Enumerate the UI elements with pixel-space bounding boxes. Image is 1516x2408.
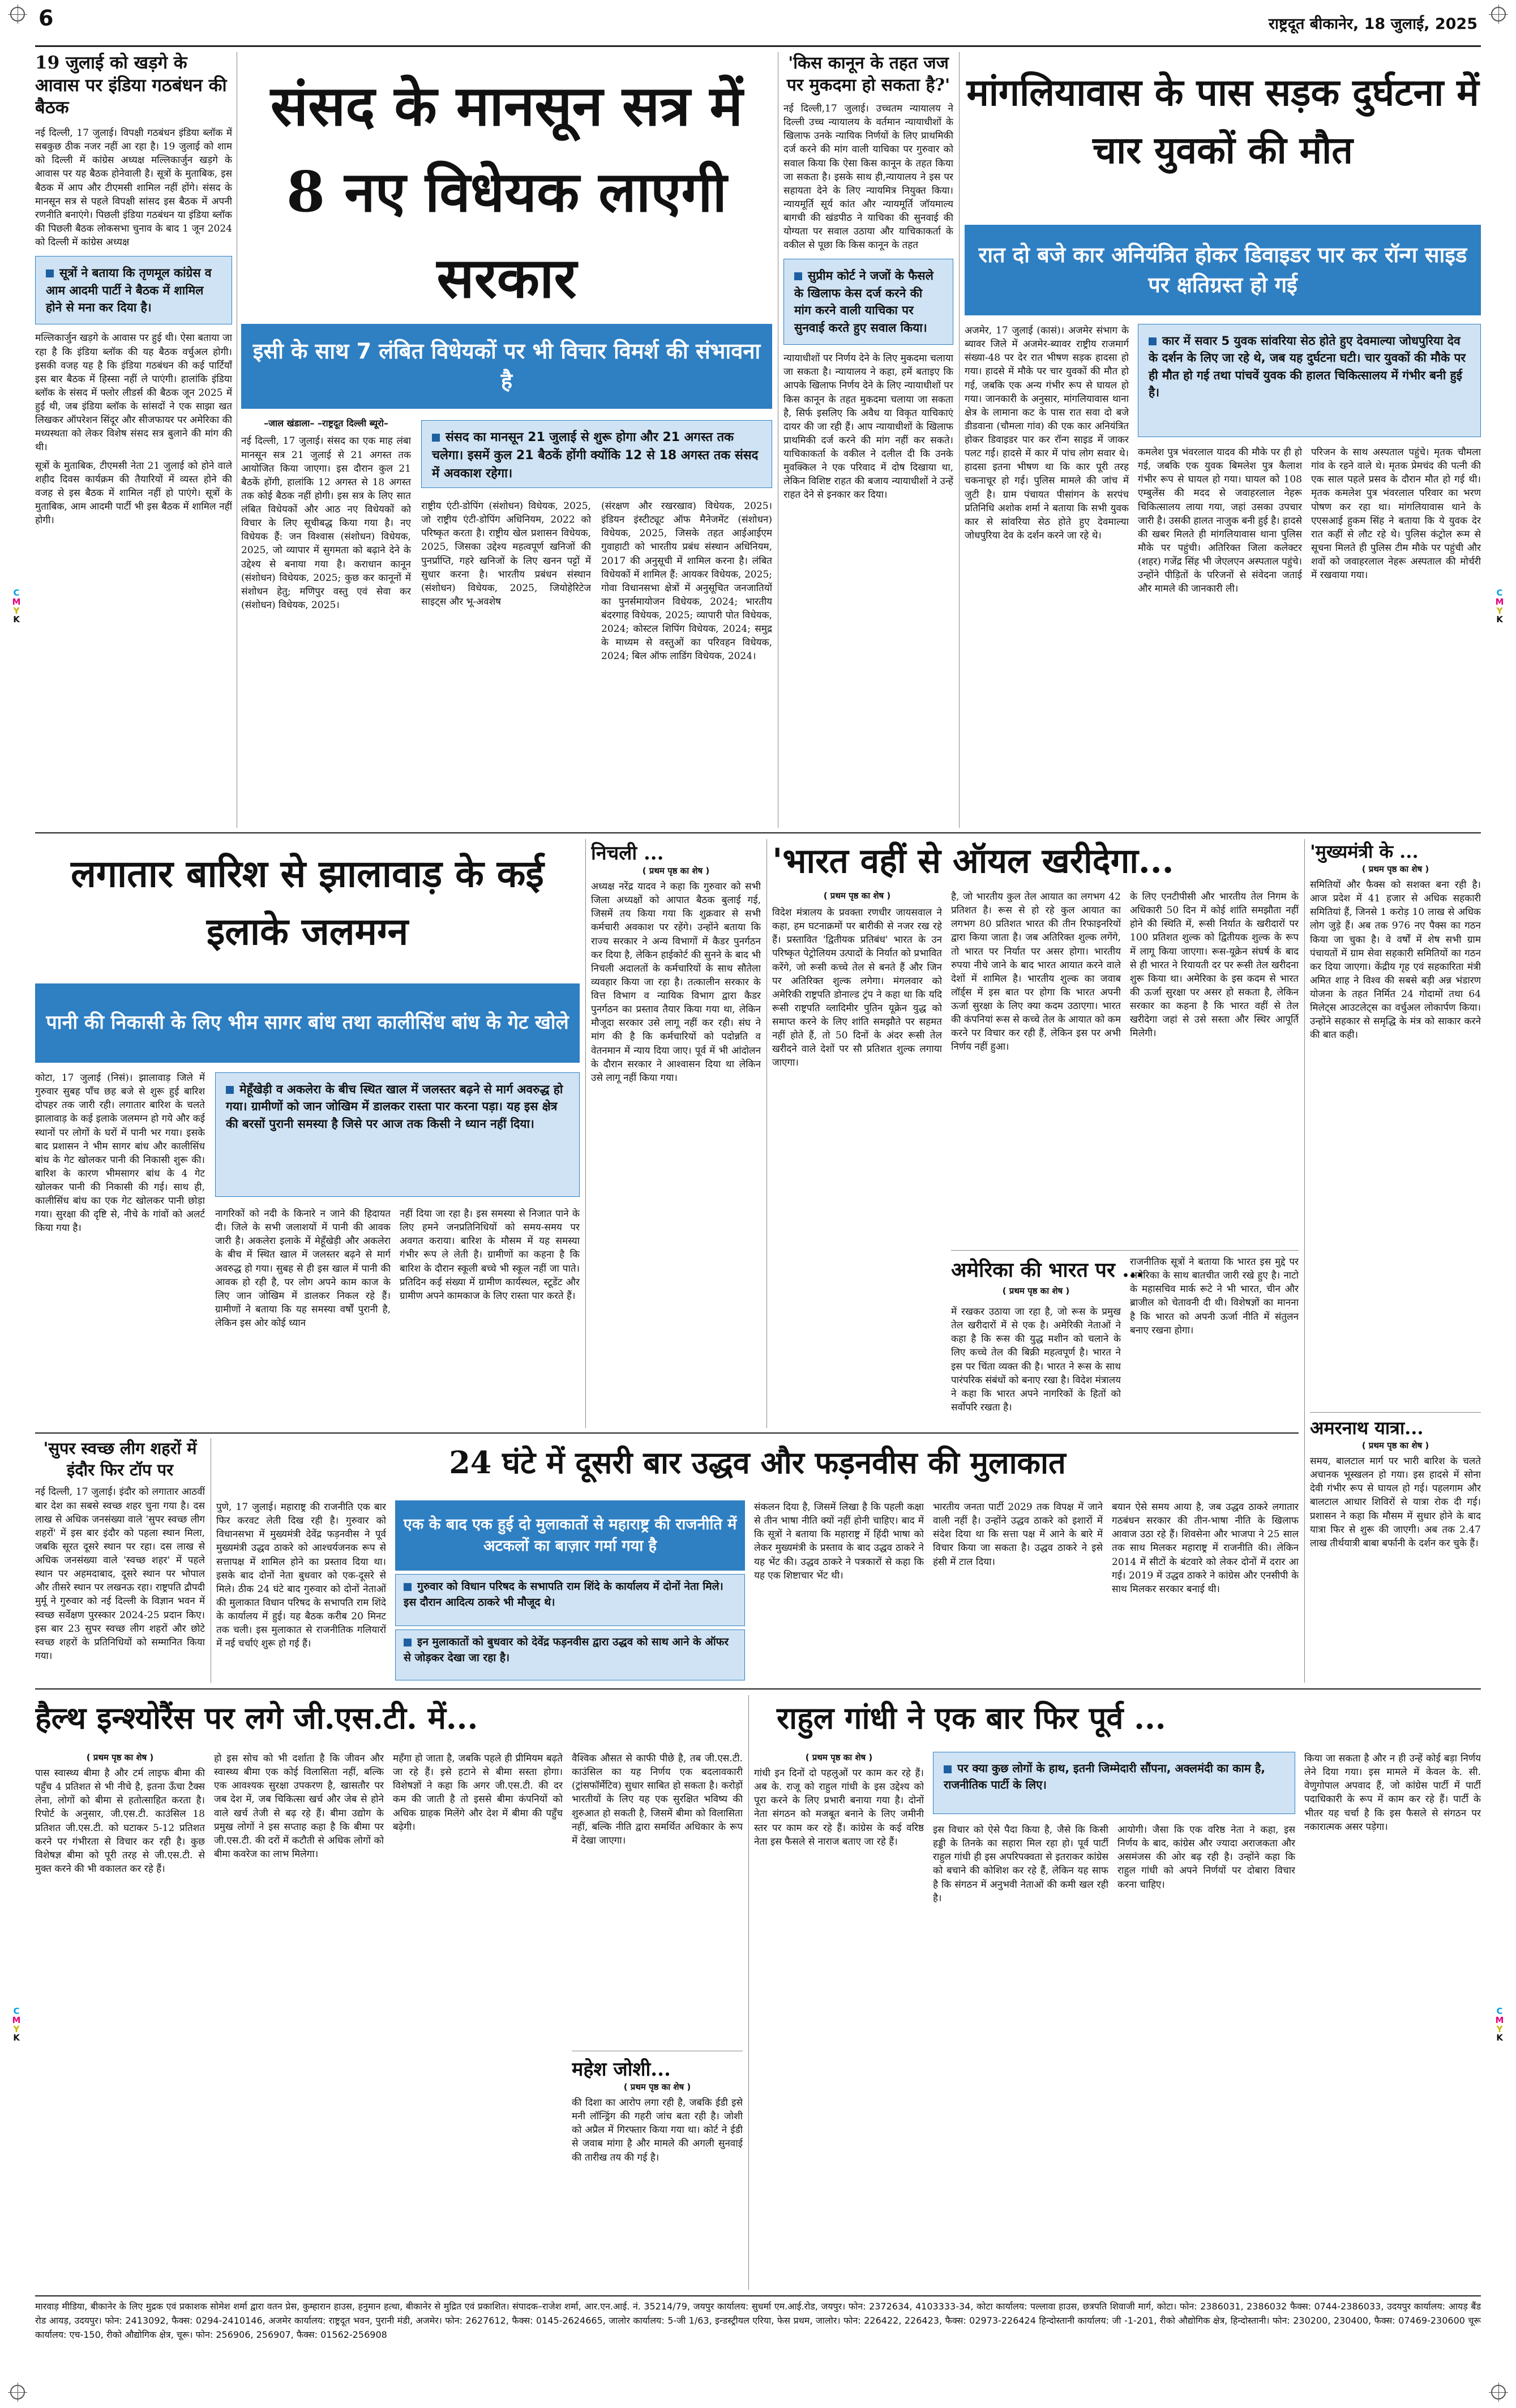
story-highlight: सुप्रीम कोर्ट ने जजों के फैसले के खिलाफ केस दर्ज करने की मांग करने वाली याचिका पर सुनवाई करते हुए सवाल किया। [783,259,953,345]
story-headline: निचली ... [591,842,664,865]
story-subhead: रात दो बजे कार अनियंत्रित होकर डिवाइडर पार कर रॉन्ग साइड पर क्षतिग्रस्त हो गई [965,225,1481,315]
story-body: नई दिल्ली, 17 जुलाई। इंदौर को लगातार आठवीं बार देश का सबसे स्वच्छ शहर चुना गया है। दस लाख से अधिक जनसंख्या वाले 'सुपर स्वच्छ लीग शहरों' में इस बार इंदौर को पहला स्थान मिला, जबकि सूरत दूसरे स्थान पर रहा। दस लाख से अधिक जनसंख्या वाले 'स्वच्छ शहर' में पहले स्थान पर अहमदाबाद, दूसरे स्थान पर भोपाल और तीसरे स्थान पर लखनऊ रहा। राष्ट्रपति द्रौपदी मुर्मू ने गुरुवार को नई दिल्ली के विज्ञान भवन में स्वच्छ सर्वेक्षण पुरस्कार 2024-25 प्रदान किए। इस बार 23 सुपर स्वच्छ लीग शहरों और छोटे स्वच्छ शहरों के प्रतिनिधियों को सम्मानित किया गया। [35,1486,205,1662]
story-subhead: पानी की निकासी के लिए भीम सागर बांध तथा कालीसिंध बांध के गेट खोले [35,983,580,1063]
story-america [951,1255,1299,1428]
story-headline: अमेरिका की भारत पर ... [951,1258,1144,1282]
continuation-label: ( प्रथम पृष्ठ का शेष ) [1361,1440,1429,1451]
story-body: समितियों और फैक्स को सशक्त बना रही है। आज प्रदेश में 41 हजार से अधिक सहकारी समितियां हैं, जिनसे 1 करोड़ 10 लाख से अधिक लोग जुड़े हैं। अब तक 976 नए पैक्स का गठन किया जा चुका है। वे वर्षों में शेष सभी ग्राम पंचायतों में ग्राम सेवा सहकारी समितियों का गठन कर दिया जाएगा। केंद्रीय गृह एवं सहकारिता मंत्री अमित शाह ने विश्व की सबसे बड़ी अन्न भंडारण योजना के तहत निर्मित 24 गोदामों तथा 64 मिलेट्स आउटलेट्स का वर्चुअल लोकार्पण किया। उन्होंने सहकार से समृद्धि के मंत्र को साकार करने की बात कही। [1310,879,1481,1041]
continuation-label: ( प्रथम पृष्ठ का शेष ) [623,2082,691,2092]
story-body: अजमेर, 17 जुलाई (कासं)। अजमेर संभाग के ब्यावर जिले में अजमेर-ब्यावर राष्ट्रीय राजमार्ग संख्या-48 पर देर रात भीषण सड़क हादसा हो गया। हादसे में मौके पर चार युवकों की मौत हो गई, जबकि एक अन्य गंभीर रूप से घायल हो गया। जानकारी के अनुसार, मांगलियावास थाना क्षेत्र के लामाना कट के पास रात सवा दो बजे डीडवाना (चौमला गांव) की एक कार अनियंत्रित होकर डिवाइडर पार कर रॉन्ग साइड में जाकर पलट गई। हादसे में कार में पांच लोग सवार थे। हादसा इतना भीषण था कि कार पूरी तरह चकनाचूर हो गई। पुलिस मामले की जांच में जुटी है। ग्राम पंचायत पीसांगन के सरपंच प्रतिनिधि अशोक शर्मा ने बताया कि सभी युवक कार से सांवरिया सेठ होते हुए देवमाल्या जोधपुरिया देव के दर्शन करने जा रहे थे। [965,325,1129,541]
story-body: राजनीतिक सूत्रों ने बताया कि भारत इस मुद्दे पर अमेरिका के साथ बातचीत जारी रखे हुए है। नाटो के महासचिव मार्क रूटे ने भी भारत, चीन और ब्राजील को चेतावनी दी थी। विशेषज्ञों का मानना है कि भारत को अपनी ऊर्जा नीति में संतुलन बनाए रखना होगा। [1130,1256,1299,1336]
bullet-square-icon [404,1639,412,1646]
story-subhead: एक के बाद एक हुई दो मुलाकातों से महाराष्ट्र की राजनीति में अटकलों का बाज़ार गर्मा गया है [395,1500,745,1571]
section-rule [35,832,1481,833]
story-column [241,417,411,825]
story-highlight: कार में सवार 5 युवक सांवरिया सेठ होते हुए देवमाल्या जोधपुरिया देव के दर्शन के लिए जा रहे थे, जब यह दुर्घटना घटी। चार युवकों की मौके पर ही मौत हो गई तथा पांचवें युवक की हालत चिकित्सालय में गंभीर बनी हुई है। [1138,324,1481,437]
column-rule [959,52,960,828]
story-body: आयोगी। जैसा कि एक वरिष्ठ नेता ने कहा, इस निर्णय के बाद, कांग्रेस और ज्यादा अराजकता और असमंजस की ओर बढ़ रही है। उन्होंने कहा कि राहुल गांधी को अपने निर्णयों पर दोबारा विचार करना चाहिए। [1117,1824,1295,1891]
story-headline: हैल्थ इन्श्योरैंस पर लगे जी.एस.टी. में... [35,1700,478,1736]
continuation-label: ( प्रथम पृष्ठ का शेष ) [823,891,891,901]
registration-mark [1491,7,1506,22]
story-highlight: गुरुवार को विधान परिषद के सभापति राम शिंदे के कार्यालय में दोनों नेता मिले। इस दौरान आदित्य ठाकरे भी मौजूद थे। [395,1574,745,1626]
story-highlight: मेहूँखेड़ी व अकलेरा के बीच स्थित खाल में जलस्तर बढ़ने से मार्ग अवरुद्ध हो गया। ग्रामीणों को जान जोखिम में डालकर रास्ता पार करना पड़ा। यह इस क्षेत्र की बरसों पुरानी समस्या है जिसे पर आज तक किसी ने ध्यान नहीं दिया। [215,1072,580,1197]
story-body: विदेश मंत्रालय के प्रवक्ता रणधीर जायसवाल ने कहा, हम घटनाक्रमों पर बारीकी से नजर रख रहे हैं। प्रस्तावित 'द्वितीयक प्रतिबंध' भारत के उन परिष्कृत पेट्रोलियम उत्पादों के निर्यात को प्रभावित करेंगे, जो रूसी कच्चे तेल से बनते हैं और जिन पर अतिरिक्त शुल्क लगेगा। मंगलवार को अमेरिकी राष्ट्रपति डोनाल्ड ट्रंप ने कहा था कि यदि रूसी राष्ट्रपति व्लादिमीर पुतिन यूक्रेन युद्ध को समाप्त करने के लिए शांति समझौते पर सहमत नहीं होते हैं, तो 50 दिनों के अंदर रूसी तेल खरीदने वाले देशों पर सौ प्रतिशत शुल्क लगाया जाएगा। [772,907,942,1069]
column-rule [1304,839,1305,1683]
story-body: राष्ट्रीय एंटी-डोपिंग (संशोधन) विधेयक, 2025, जो राष्ट्रीय एंटी-डोपिंग अधिनियम, 2022 को परिष्कृत करता है। राष्ट्रीय खेल प्रशासन विधेयक, 2025, जिसका उद्देश्य महत्वपूर्ण खनिजों की पुनर्प्राप्ति, गहरे खनिजों के लिए खनन पट्टों में सुधार करना है। भारतीय प्रबंधन संस्थान (संशोधन) विधेयक, 2025, जियोहेरिटेज साइट्स और भू-अवशेष [421,501,591,608]
bullet-square-icon [46,270,54,277]
story-agency: –जाल खंडाला– –राष्ट्रदूत दिल्ली ब्यूरो– [264,418,388,429]
story-mukhyamantri [1310,839,1481,1405]
story-body: बयान ऐसे समय आया है, जब उद्धव ठाकरे लगातार गठबंधन सरकार की तीन-भाषा नीति के खिलाफ आवाज उठा रहे हैं। शिवसेना और भाजपा ने 25 साल तक साथ मिलकर महाराष्ट्र में राजनीति की। लेकिन 2014 में सीटों के बंटवारे को लेकर दोनों में दरार आ गई। 2019 में उद्धव ठाकरे ने कांग्रेस और एनसीपी के साथ मिलकर सरकार बनाई थी। [1112,1502,1299,1595]
story-body: वैश्विक औसत से काफी पीछे है, तब जी.एस.टी. काउंसिल का यह निर्णय एक बदलावकारी (ट्रांसफॉर्मेटिव) सुधार साबित हो सकता है। करोड़ों भारतीयों के लिए यह एक सुरक्षित भविष्य की शुरुआत हो सकती है, जिसमें बीमा को विलासिता नहीं, बल्कि नीति द्वारा समर्थित अधिकार के रूप में देखा जाएगा। [572,1753,743,1846]
story-body: समय, बालटाल मार्ग पर भारी बारिश के चलते अचानक भूस्खलन हो गया। इस हादसे में सोना देवी गंभीर रूप से घायल हो गई। पहलगाम और बालटाल आधार शिविरों से यात्रा रोक दी गई। प्रशासन ने कहा कि मौसम में सुधार होने के बाद यात्रा फिर से शुरू की जाएगी। अब तक 2.47 लाख तीर्थयात्री बाबा बर्फानी के दर्शन कर चुके हैं। [1310,1456,1481,1549]
story-headline: 19 जुलाई को खड़गे के आवास पर इंडिया गठबंधन की बैठक [35,53,227,118]
story-highlight: इन मुलाकातों को बुधवार को देवेंद्र फड़नवीस द्वारा उद्धव को साथ आने के ऑफर से जोड़कर देखा जा रहा है। [395,1629,745,1680]
story-body: सूत्रों के मुताबिक, टीएमसी नेता 21 जुलाई को होने वाले शहीद दिवस कार्यक्रम की तैयारियों में व्यस्त होने की वजह से इस बैठक में शामिल नहीं हो पाएंगे। सूत्रों के मुताबिक, आम आदमी पार्टी भी इस बैठक में शामिल नहीं होगी। [35,460,232,527]
page-number: 6 [38,6,54,31]
story-judge-case [783,52,953,828]
story-uddhav-fadnavis [216,1438,1299,1683]
story-headline: 'किस कानून के तहत जज पर मुकदमा हो सकता है?' [786,53,950,95]
bullet-square-icon [794,272,802,280]
story-body: किया जा सकता है और न ही उन्हें कोई बड़ा निर्णय लेने दिया गया। इस मामले में केवल के. सी. वेणुगोपाल अपवाद हैं, जो कांग्रेस पार्टी में पार्टी पदाधिकारी के रूप में काम कर रहे हैं। पार्टी के भीतर यह चर्चा है कि इस फैसले से संगठन पर नकारात्मक असर पड़ेगा। [1304,1753,1481,1833]
story-body: संकलन दिया है, जिसमें लिखा है कि पहली कक्षा से तीन भाषा नीति क्यों नहीं होनी चाहिए। बाद में कि सूत्रों ने बताया कि महाराष्ट्र में हिंदी भाषा को लेकर मुख्यमंत्री के प्रस्ताव के बाद उद्धव ठाकरे ने यह भेंट की। उद्धव ठाकरे ने पत्रकारों से कहा कि यह एक शिष्टाचार भेंट थी। [754,1502,924,1581]
story-headline: अमरनाथ यात्रा... [1310,1417,1424,1439]
story-rule [1310,1412,1481,1413]
story-headline: 24 घंटे में दूसरी बार उद्धव और फड़नवीस की मुलाकात [449,1444,1066,1481]
registration-mark [1491,2385,1506,2400]
story-india-bloc [35,52,232,816]
story-column [754,1752,924,2290]
footer-rule [35,2295,1481,2296]
story-headline: 'भारत वहीं से ऑयल खरीदेगा... [772,841,1174,881]
story-headline: 'सुपर स्वच्छ लीग शहरों में इंदौर फिर टॉप पर [43,1439,197,1479]
story-body: नागरिकों को नदी के किनारे न जाने की हिदायत दी। जिले के सभी जलाशयों में पानी की आवक जारी है। अकलेरा इलाके में मेहूँखेड़ी और अकलेरा के बीच में स्थित खाल में जलस्तर बढ़ने से मार्ग अवरुद्ध हो गया। सुबह से ही इस खाल में पानी की आवक हो रही है, पर लोग अपने काम काज के लिए जान जोखिम में डालकर निकल रहे हैं। ग्रामीणों ने बताया कि यह समस्या वर्षों पुरानी है, लेकिन इस ओर कोई ध्यान [215,1208,391,1329]
story-body: की दिशा का आरोप लगा रही है, जबकि ईडी इसे मनी लॉन्ड्रिंग की गहरी जांच बता रही है। जोशी को अप्रैल में गिरफ्तार किया गया था। कोर्ट ने ईडी से जवाब मांगा है और मामले की अगली सुनवाई की तारीख तय की गई है। [572,2097,743,2163]
cmyk-marks: C M Y K [1495,2006,1504,2043]
story-body: हो इस सोच को भी दर्शाता है कि जीवन और स्वास्थ्य बीमा एक कोई विलासिता नहीं, बल्कि एक आवश्यक सुरक्षा उपकरण है, खासतौर पर जब देश में, जब चिकित्सा खर्च और जेब से होने वाले खर्च तेजी से बढ़ रहे हैं। बीमा उद्योग के प्रमुख लोगों ने इस सप्ताह कहा है कि बीमा पर जी.एस.टी. की दरों में कटौती से अधिक लोगों को बीमा कवरेज का लाभ मिलेगा। [214,1753,384,1860]
story-highlight: पर क्या कुछ लोगों के हाथ, इतनी जिम्मेदारी सौंपना, अक्लमंदी का काम है, राजनीतिक पार्टी के लिए। [933,1752,1295,1814]
story-headline: संसद के मानसून सत्र में 8 नए विधेयक लाएगी सरकार [270,74,743,311]
story-column [35,1752,205,2290]
bullet-square-icon [1149,337,1157,345]
cmyk-marks: C M Y K [12,588,21,625]
story-monsoon-session [241,52,772,828]
story-body: नई दिल्ली,17 जुलाई। उच्चतम न्यायालय ने दिल्ली उच्च न्यायालय के वर्तमान न्यायाधीशों के खिलाफ उनके न्यायिक निर्णयों के लिए प्राथमिकी दर्ज करने की मांग वाली याचिका पर गुरुवार को सवाल किया कि ऐसा किस कानून के तहत किया जा सकता है। इसके साथ ही,न्यायालय ने इस पर सहायता देने के लिए न्यायमित्र नियुक्त किया। न्यायमूर्ति सूर्य कांत और न्यायमूर्ति जॉयमाल्य बागची की खंडपीठ ने याचिका की सुनवाई की योग्यता पर सवाल उठाया और याचिकाकर्ता के वकील से पूछा कि किस कानून के तहत [783,103,953,251]
cmyk-marks: C M Y K [1495,588,1504,625]
story-nichli [591,839,761,1428]
story-body: अध्यक्ष नरेंद्र यादव ने कहा कि गुरुवार को सभी जिला अध्यक्षों को आपात बैठक बुलाई गई, जिसमें तय किया गया कि शुक्रवार से सभी कर्मचारी अवकाश पर रहेंगे। उन्होंने बताया कि राज्य सरकार ने अन्य विभागों में कैडर पुनर्गठन कर दिया है, लेकिन हाईकोर्ट की सुनने के बाद भी निचली अदालतों के कर्मचारियों के साथ सौतेला व्यवहार किया जा रहा है। तत्कालीन सरकार के वित्त विभाग व न्यायिक विभाग द्वारा कैडर पुनर्गठन का प्रस्ताव तैयार किया गया था, लेकिन मौजूदा सरकार उसे लागू नहीं कर रही। संघ ने मांग की है कि कर्मचारियों को पदोन्नति व वेतनमान में न्याय दिया जाए। पूर्व में भी आंदोलन के दौरान सरकार ने आश्वासन दिया था लेकिन उसे लागू नहीं किया गया। [591,881,761,1084]
story-headline: लगातार बारिश से झालावाड़ के कई इलाके जलमग्न [71,852,544,954]
story-headline: महेश जोशी... [572,2058,671,2081]
bullet-square-icon [432,434,440,442]
footer-imprint: मारवाड़ मीडिया, बीकानेर के लिए मुद्रक एवं प्रकाशक सोमेश शर्मा द्वारा वतन प्रेस, कुम्हारान हाउस, हनुमान हत्था, बीकानेर से मुद्रित एवं प्रकाशित। संपादक–राजेश शर्मा, आर.एन.आई. नं. 35214/79, जयपुर कार्यालय: सुधर्मा एम.आई.रोड, जयपुर। फोन: 2372634, 4103333-34, कोटा कार्यालय: पल्लावा हाउस, छत्रपति शिवाजी मार्ग, कोटा। फोन: 2386031, 2386032 फैक्स: 0744-2386033, उदयपुर कार्यालय: आयड़ बैंड रोड आयड़, उदयपुर। फोन: 2413092, फैक्स: 0294-2410146, अजमेर कार्यालय: राष्ट्रदूत भवन, पुरानी मंडी, अजमेर। फोन: 2627612, फैक्स: 0145-2624665, जालोर कार्यालय: 5-जी 1/63, इन्डस्ट्रीयल एरिया, फेस प्रथम, जालोर। फोन: 226422, 226423, फैक्स: 02973-226424 हिन्दोस्तानी कार्यालय: जी -1-201, रीको औद्योगिक क्षेत्र, हिन्दोस्तानी। फोन: 230200, 230400, फैक्स: 07469-230600 चूरू कार्यालय: एच-150, रीको औद्योगिक क्षेत्र, चूरू। फोन: 256906, 256907, फैक्स: 01562-256908 [35,2301,1481,2340]
bullet-square-icon [944,1765,952,1773]
paper-dateline: राष्ट्रदूत बीकानेर, 18 जुलाई, 2025 [1268,15,1478,33]
registration-mark [10,7,25,22]
story-body: नहीं दिया जा रहा है। इस समस्या से निजात पाने के लिए हमने जनप्रतिनिधियों को समय-समय पर अवगत कराया। बारिश के मौसम में यह समस्या गंभीर रूप ले लेती है। ग्रामीणों का कहना है कि बारिश के दौरान स्कूली बच्चे भी स्कूल नहीं जा पाते। प्रतिदिन कई संख्या में ग्रामीण कार्यस्थल, स्टूडेंट और ग्रामीण अपने कामकाज के लिए रास्ता पार करते हैं। [400,1208,580,1302]
story-mangliyawas-accident [965,52,1481,828]
header-rule [35,45,1481,47]
section-rule [35,1432,1299,1434]
story-mahesh-joshi [572,2055,743,2290]
continuation-label: ( प्रथम पृष्ठ का शेष ) [1002,1286,1070,1296]
story-headline: 'मुख्यमंत्री के ... [1310,841,1419,862]
story-highlight: संसद का मानसून 21 जुलाई से शुरू होगा और 21 अगस्त तक चलेगा। इसमें कुल 21 बैठकें होंगी क्योंकि 12 से 18 अगस्त तक संसद में अवकाश रहेगा। [421,420,772,488]
story-headline: राहुल गांधी ने एक बार फिर पूर्व ... [777,1700,1166,1736]
story-body: कोटा, 17 जुलाई (निसं)। झालावाड़ जिले में गुरुवार सुबह पाँच छह बजे से शुरू हुई बारिश दोपहर तक जारी रही। लगातार बारिश के चलते झालावाड़ के कई इलाके जलमग्न हो गये और कई स्थानों पर लोगों के घरों में पानी भर गया। इसके बाद प्रशासन ने भीम सागर बांध और कालीसिंध बांध के गेट खोलकर पानी की निकासी शुरू की। बारिश के कारण भीमसागर बांध के 4 गेट खोलकर पानी की निकासी की गई। साथ ही, कालीसिंध बांध का एक गेट खोलकर पानी छोड़ा गया। सुरक्षा की दृष्टि से, नीचे के गांवों को अलर्ट किया गया है। [35,1072,205,1234]
story-amarnath [1310,1415,1481,1683]
column-rule [585,839,586,1428]
story-body: कमलेश पुत्र भंवरलाल यादव की मौके पर ही हो गई, जबकि एक युवक बिमलेश पुत्र कैलाश गंभीर रूप से घायल हो गया। घायल को 108 एम्बुलेंस की मदद से जवाहरलाल नेहरू चिकित्सालय लाया गया, जहां उसका उपचार जारी है। उसकी हालत नाजुक बनी हुई है। हादसे की खबर मिलते ही मांगलियावास थाना पुलिस मौके पर पहुंची। अतिरिक्त जिला कलेक्टर (शहर) गजेंद्र सिंह भी जेएलएन अस्पताल पहुंचे। उन्होंने पीड़ितों के परिजनों से संवेदना जताई और मामले की जानकारी ली। [1138,447,1302,595]
registration-mark [10,2385,25,2400]
story-cleanest-city [35,1438,205,1683]
story-body: मल्लिकार्जुन खड़गे के आवास पर हुई थी। ऐसा बताया जा रहा है कि इंडिया ब्लॉक की यह बैठक वर्चुअल होगी। इसकी वजह यह है कि इंडिया गठबंधन की कई पार्टियाँ इस बार बैठक में हिस्सा नहीं ले पाएंगी। हालांकि इंडिया ब्लॉक के संसद में फ्लोर लीडर्स की बैठक जून 2025 में हुई थी, जब इंडिया ब्लॉक के सांसदों ने एक साझा खत लिखकर ऑपरेशन सिंदूर और सीजफायर पर अमेरिका की मध्यस्थता को लेकर विशेष संसद सत्र बुलाने की मांग की थी। [35,332,232,454]
story-body: है, जो भारतीय कुल तेल आयात का लगभग 42 प्रतिशत है। रूस से हो रहे कुल आयात का लगभग 80 प्रतिशत भारत की तीन रिफाइनरियों द्वारा किया जाता है। जब अतिरिक्त शुल्क लगेंगे, तो भारत पर निर्यात पर असर होगा। भारतीय रुपया नीचे जाने के बाद भारत आयात करने वाले देशों में शामिल है। भारतीय शुल्क का जवाब लॉर्ड्स में इस बात पर होगा कि भारत अपनी ऊर्जा सुरक्षा के लिए क्या कदम उठाएगा। भारत की कंपनियां रूस से कच्चे तेल के आयात को कम करने पर विचार कर रही हैं, लेकिन इस पर अभी निर्णय नहीं हुआ। [951,891,1121,1053]
story-subhead: इसी के साथ 7 लंबित विधेयकों पर भी विचार विमर्श की संभावना है [241,324,772,409]
story-gst-insurance [35,1695,743,2290]
story-body: पास स्वास्थ्य बीमा है और टर्म लाइफ बीमा की पहुँच 4 प्रतिशत से भी नीचे है, इतना ऊँचा टैक्स लेना, लोगों को बीमा से हतोत्साहित करता है। रिपोर्ट के अनुसार, जी.एस.टी. काउंसिल 18 प्रतिशत जी.एस.टी. को घटाकर 5-12 प्रतिशत करने पर गंभीरता से विचार कर रही है। कुछ विशेषज्ञ बीमा को पूरी तरह से जी.एस.टी. से मुक्त करने की भी वकालत कर रहे हैं। [35,1768,205,1875]
column-rule [748,1695,749,2290]
story-highlight: सूत्रों ने बताया कि तृणमूल कांग्रेस व आम आदमी पार्टी ने बैठक में शामिल होने से मना कर दिया है। [35,256,232,324]
story-oil-purchase [772,839,1299,1428]
bullet-square-icon [226,1086,234,1094]
continuation-label: ( प्रथम पृष्ठ का शेष ) [805,1752,873,1763]
page-header [0,0,1516,46]
story-body: भारतीय जनता पार्टी 2029 तक विपक्ष में जाने वाली नहीं है। उन्होंने उद्धव ठाकरे को इशारों में संदेश दिया था कि सत्ता पक्ष में आने के बारे में विचार किया जा सकता है। उद्धव ठाकरे ने इसे हंसी में टाल दिया। [933,1502,1103,1568]
bullet-square-icon [404,1583,412,1591]
continuation-label: ( प्रथम पृष्ठ का शेष ) [642,866,710,876]
story-body: के लिए एनटीपीसी और भारतीय तेल निगम के अधिकारी 50 दिन में कोई शांति समझौता नहीं होने की स्थिति में, रूसी निर्यात के खरीदारों पर 100 प्रतिशत शुल्क को द्वितीयक शुल्क के रूप में लागू किया जाएगा। रूस-यूक्रेन संघर्ष के बाद से ही भारत ने रियायती दर पर रूसी तेल खरीदना शुरू किया था। अमेरिका के इस कदम से भारत की ऊर्जा सुरक्षा पर असर हो सकता है, लेकिन सरकार का कहना है कि भारत वहीं से तेल खरीदेगा जहां से उसे सस्ता और स्थिर आपूर्ति मिलेगी। [1130,891,1299,1040]
story-body: गांधी इन दिनों दो पहलुओं पर काम कर रहे हैं। अब के. राजू को राहुल गांधी के इस उद्देश्य को पूरा करने के लिए प्रभारी बनाया गया है। दोनों नेता संगठन को मजबूत बनाने के लिए जमीनी स्तर पर काम कर रहे हैं। कांग्रेस के कई वरिष्ठ नेता इस फैसले से नाराज बताए जा रहे हैं। [754,1768,924,1847]
story-rule [951,1250,1299,1251]
continuation-label: ( प्रथम पृष्ठ का शेष ) [1361,864,1429,874]
story-body: नई दिल्ली, 17 जुलाई। विपक्षी गठबंधन इंडिया ब्लॉक में सबकुछ ठीक नजर नहीं आ रहा है। 19 जुलाई को शाम को दिल्ली में कांग्रेस अध्यक्ष मल्लिकार्जुन खड़गे के आवास पर यह बैठक होनेवाली है। सूत्रों के मुताबिक, इस बैठक में आप और टीएमसी शामिल नहीं होंगे। संसद के मानसून सत्र से पहले विपक्षी सांसद इस बैठक में अपनी रणनीति बनाएंगे। पिछली इंडिया गठबंधन या इंडिया ब्लॉक की पिछली बैठक लोकसभा चुनाव के बाद 1 जून 2024 को दिल्ली में कांग्रेस अध्यक्ष [35,127,232,249]
story-body: महँगा हो जाता है, जबकि पहले ही प्रीमियम बढ़ते जा रहे हैं। इसे हटाने से बीमा सस्ता होगा। विशेषज्ञों ने कहा कि अगर जी.एस.टी. की दर कम की जाती है तो इससे बीमा कंपनियों को अधिक ग्राहक मिलेंगे और देश में बीमा की पहुँच बढ़ेगी। [393,1753,563,1833]
story-body: (संरक्षण और रखरखाव) विधेयक, 2025। इंडियन इंस्टीट्यूट ऑफ मैनेजमेंट (संशोधन) विधेयक, 2025, जिसके तहत आईआईएम गुवाहाटी को भारतीय प्रबंध संस्थान अधिनियम, 2017 की अनुसूची में शामिल करना है। लंबित विधेयकों में शामिल हैं: आयकर विधेयक, 2025; गोवा विधानसभा क्षेत्रों में अनुसूचित जनजातियों का पुनर्समायोजन विधेयक, 2024; भारतीय बंदरगाह विधेयक, 2025; व्यापारी पोत विधेयक, 2024; कोस्टल शिपिंग विधेयक, 2024; समुद्र के माध्यम से वस्तुओं का परिवहन विधेयक, 2024; बिल ऑफ लाडिंग विधेयक, 2024। [601,501,772,662]
continuation-label: ( प्रथम पृष्ठ का शेष ) [86,1752,154,1763]
story-body: में रखकर उठाया जा रहा है, जो रूस के प्रमुख तेल खरीदारों में से एक है। अमेरिकी नेताओं ने कहा है कि रूस की युद्ध मशीन को चलाने के लिए कच्चे तेल की बिक्री महत्वपूर्ण है। भारत ने इस पर चिंता व्यक्त की है। भारत ने रूस के साथ पारंपरिक संबंधों को बनाए रखा है। विदेश मंत्रालय ने कहा कि भारत अपने नागरिकों के हितों को सर्वोपरि रखता है। [951,1306,1121,1413]
story-jhalawar-rain [35,839,580,1428]
story-body: परिजन के साथ अस्पताल पहुंचे। मृतक चौमला गांव के रहने वाले थे। मृतक प्रेमचंद की पत्नी की एक साल पहले प्रसव के दौरान मौत हो गई थी। मृतक कमलेश पुत्र भंवरलाल परिवार का भरण पोषण कर रहा था। मांगलियावास थाने के एएसआई हुकम सिंह ने बताया कि ये युवक देर रात कहीं से लौट रहे थे। पुलिस कंट्रोल रूम से सूचना मिलते ही पुलिस टीम मौके पर पहुंची और शवों को जवाहरलाल नेहरू अस्पताल की मोर्चरी में रखवाया गया। [1311,447,1481,581]
story-headline: मांगलियावास के पास सड़क दुर्घटना में चार युवकों की मौत [966,70,1479,173]
story-body: न्यायाधीशों पर निर्णय देने के लिए मुकदमा चलाया जा सकता है। न्यायालय ने कहा, हमें बताइए कि आपके खिलाफ निर्णय देने के लिए न्यायाधीशों पर किस कानून के तहत मुकदमा चलाया जा सकता है, सिर्फ इसलिए कि अवैध या विकृत याचिकाएं दायर की जा रही हैं। आप न्यायाधीशों के खिलाफ प्राथमिकी दर्ज करने की मांग नहीं कर सकते। याचिकाकर्ता के वकील ने दलील दी कि उनके मुवक्किल ने एक परिवाद में दोष दिखाया था, लेकिन विशिष्ट राहत की बजाय न्यायाधीशों ने उन्हें राहत देने से इनकार कर दिया। [783,353,953,501]
section-rule [35,1688,1481,1690]
story-body: पुणे, 17 जुलाई। महाराष्ट्र की राजनीति एक बार फिर करवट लेती दिख रही है। गुरुवार को विधानसभा में मुख्यमंत्री देवेंद्र फड़नवीस ने पूर्व मुख्यमंत्री उद्धव ठाकरे को आश्चर्यजनक रूप से सत्तापक्ष में शामिल होने का प्रस्ताव दिया था। इसके बाद दोनों नेता बुधवार को एक-दूसरे से मिले। ठीक 24 घंटे बाद गुरुवार को दोनों नेताओं की मुलाकात विधान परिषद के सभापति राम शिंदे के कार्यालय में हुई। यह बैठक करीब 20 मिनट तक चली। इस मुलाकात से राजनीतिक गलियारों में नई चर्चाएं शुरू हो गई हैं। [216,1502,386,1650]
column-rule [766,839,767,1428]
story-body: नई दिल्ली, 17 जुलाई। संसद का एक माह लंबा मानसून सत्र 21 जुलाई से 21 अगस्त तक आयोजित किया जाएगा। इस दौरान कुल 21 बैठकें होंगी, हालांकि 12 अगस्त से 18 अगस्त तक कोई बैठक नहीं होगी। इस सत्र के लिए सात लंबित विधेयकों और आठ नए विधेयकों को विचार के लिए सूचीबद्ध किया गया है। नए विधेयक हैं: जन विश्वास (संशोधन) विधेयक, 2025, जो व्यापार में सुगमता को बढ़ाने देने के उद्देश्य से बनाया गया है। कराधान कानून (संशोधन) विधेयक, 2025; कुछ कर कानूनों में संशोधन हेतु; मणिपुर वस्तु एवं सेवा कर (संशोधन) विधेयक, 2025। [241,435,411,611]
story-body: इस विचार को ऐसे पैदा किया है, जैसे कि किसी हड्डी के तिनके का सहारा मिल रहा हो। पूर्व पार्टी राहुल गांधी ही इस अपरिपक्वता से इतराकर कांग्रेस को बचाने की कोशिश कर रहे हैं, लेकिन यह साफ है कि संगठन में अनुभवी नेताओं की कमी खल रही है। [933,1824,1108,1904]
story-rahul-gandhi [754,1695,1481,2290]
cmyk-marks: C M Y K [12,2006,21,2043]
